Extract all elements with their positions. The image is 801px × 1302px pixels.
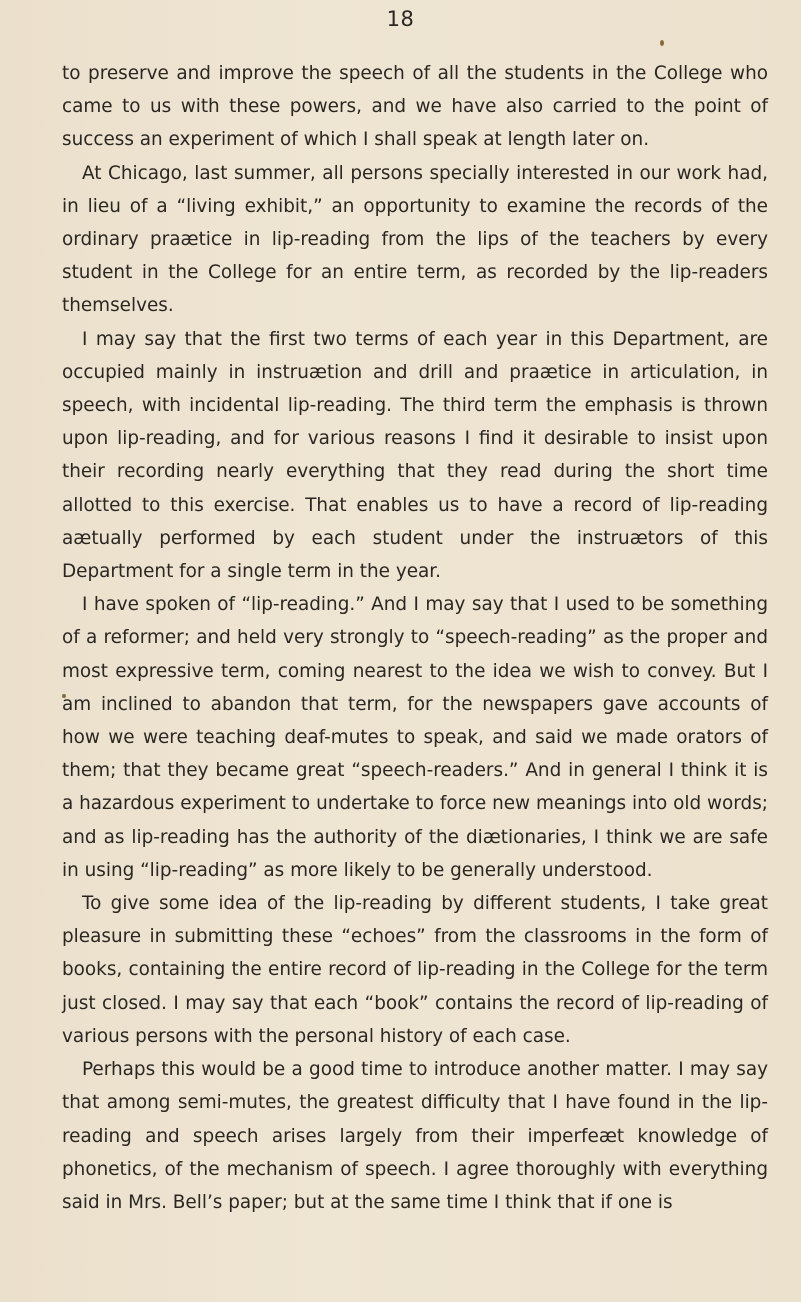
paragraph-2: At Chicago, last summer, all persons specially interested in our work had, in lieu of a “living exhibit,” an opportunity to examine the records of the ordinary praætice in lip-reading from the lips of the teachers by every student in the College for an entire term, as recorded by the lip-readers themselves. [62,162,768,317]
paragraph-5: To give some idea of the lip-reading by different students, I take great pleasure in submitting these “echoes” from the classrooms in the form of books, containing the entire record of lip-reading in the College for the term just closed. I may say that each “book” contains the record of lip-reading of various persons with the personal history of each case. [62,893,768,1047]
print-speck [660,40,664,46]
paragraph-4: I have spoken of “lip-reading.” And I may say that I used to be something of a reformer; and held very strongly to “speech-reading” as the proper and most expressive term, coming nearest to the idea we wish to convey. But I am inclined to abandon that term, for the newspapers gave accounts of how we were teaching deaf-mutes to speak, and said we made orators of them; that they became great “speech-readers.” And in general I think it is a hazardous experiment to undertake to force new meanings into old words; and as lip-reading has the authority of the diætionaries, I think we are safe in using “lip-reading” as more likely to be generally understood. [62,594,768,881]
body-text [62,57,768,1219]
paragraph-3: I may say that the first two terms of each year in this Department, are occupied mainly in instruætion and drill and praætice in articulation, in speech, with incidental lip-reading. The third term the emphasis is thrown upon lip-reading, and for various reasons I find it desirable to insist upon their recording nearly everything that they read during the short time allotted to this exercise. That enables us to have a record of lip-reading aætually performed by each student under the instruætors of this Department for a single term in the year. [62,328,768,583]
paragraph-1: to preserve and improve the speech of all the students in the College who came to us with these powers, and we have also carried to the point of success an experiment of which I shall speak at length later on. [62,63,768,151]
page-number: 18 [386,7,415,31]
paragraph-6: Perhaps this would be a good time to introduce another matter. I may say that among semi-mutes, the greatest difficulty that I have found in the lip-reading and speech arises largely from their imperfeæt knowledge of phonetics, of the mechanism of speech. I agree thoroughly with everything said in Mrs. Bell’s paper; but at the same time I think that if one is [62,1059,768,1213]
